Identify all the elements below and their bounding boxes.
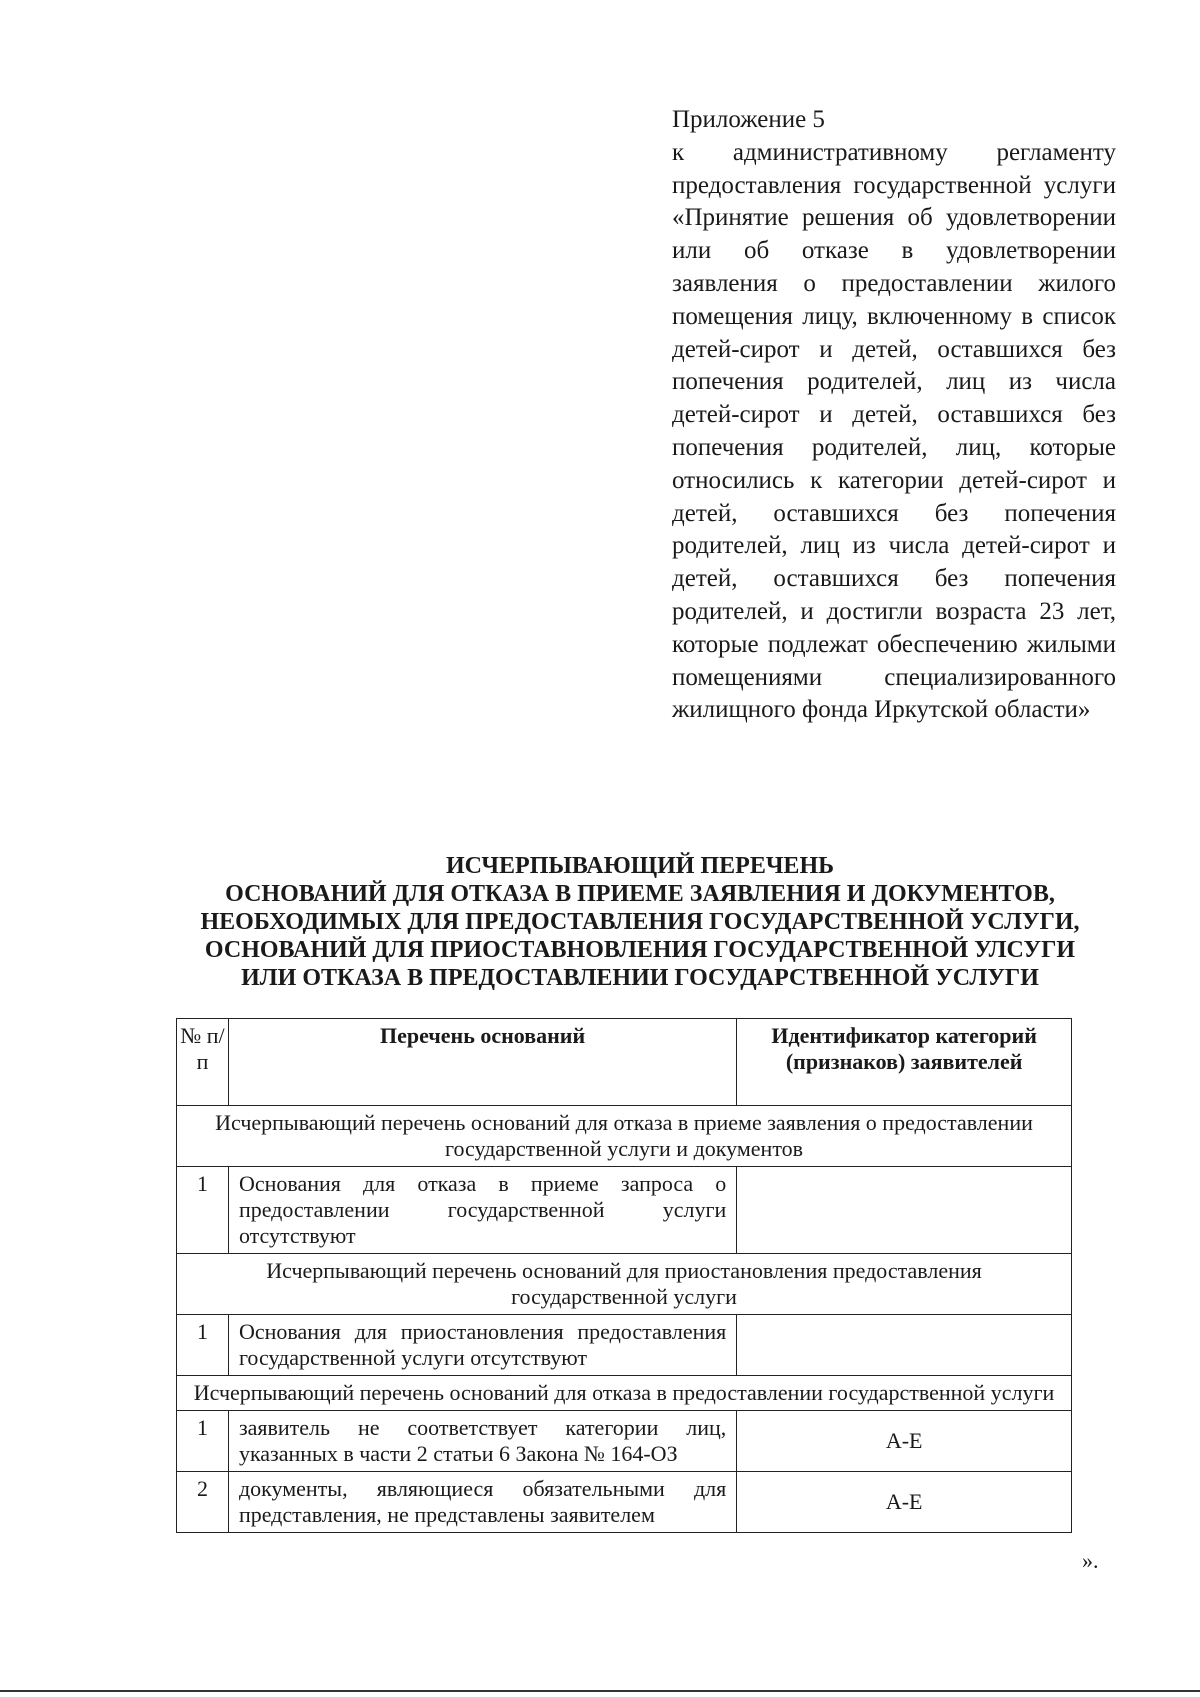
section-row [177, 1106, 1072, 1167]
header-reasons: Перечень оснований [228, 1019, 736, 1106]
appendix-text: к административному регламенту предоставления государственной услуги «Принятие решения об удовлетворении или об отказе в удовлетворении заявления о предоставлении жилого помещения лицу, включенному в список детей-сирот и детей, оставшихся без попечения родителей, лиц из числа детей-сирот и детей, оставшихся без попечения родителей, лиц, которые относились к категории детей-сирот и детей, оставшихся без попечения родителей, лиц из числа детей-сирот и детей, оставшихся без попечения родителей, и достигли возраста 23 лет, которые подлежат обеспечению жилыми помещениями специализированного жилищного фонда Иркутской области» [672, 138, 1116, 724]
row-identifier [737, 1315, 1072, 1376]
table-row [177, 1411, 1072, 1472]
title-line: ИЛИ ОТКАЗА В ПРЕДОСТАВЛЕНИИ ГОСУДАРСТВЕННОЙ УСЛУГИ [241, 965, 1039, 991]
closing-quote-mark: ». [1082, 1548, 1099, 1573]
title-line: ОСНОВАНИЙ ДЛЯ ПРИОСТАВНОВЛЕНИЯ ГОСУДАРСТВЕННОЙ УЛСУГИ [204, 937, 1076, 963]
appendix-block [672, 104, 1116, 727]
row-reason: Основания для отказа в приеме запроса о предоставлении государственной услуги отсутствуют [228, 1167, 736, 1254]
bottom-scan-edge [0, 1690, 1200, 1692]
title-line: ИСЧЕРПЫВАЮЩИЙ ПЕРЕЧЕНЬ [446, 853, 834, 879]
table-row [177, 1472, 1072, 1533]
grounds-table [176, 1018, 1072, 1533]
section-title: Исчерпывающий перечень оснований для отказа в предоставлении государственной услуги [177, 1376, 1072, 1411]
row-identifier: А-Е [737, 1411, 1072, 1472]
header-identifier: Идентификатор категорий (признаков) заявителей [737, 1019, 1072, 1106]
title-line: ОСНОВАНИЙ ДЛЯ ОТКАЗА В ПРИЕМЕ ЗАЯВЛЕНИЯ И ДОКУМЕНТОВ, [225, 881, 1055, 907]
row-reason: заявитель не соответствует категории лиц, указанных в части 2 статьи 6 Закона № 164-ОЗ [228, 1411, 736, 1472]
row-num: 1 [177, 1411, 229, 1472]
section-title: Исчерпывающий перечень оснований для отказа в приеме заявления о предоставлении государственной услуги и документов [177, 1106, 1072, 1167]
row-reason: документы, являющиеся обязательными для представления, не представлены заявителем [228, 1472, 736, 1533]
table-row [177, 1167, 1072, 1254]
section-row [177, 1254, 1072, 1315]
row-identifier [737, 1167, 1072, 1254]
row-num: 1 [177, 1167, 229, 1254]
header-num: № п/п [177, 1019, 229, 1106]
table-header-row [177, 1019, 1072, 1106]
row-num: 1 [177, 1315, 229, 1376]
row-reason: Основания для приостановления предоставления государственной услуги отсутствуют [228, 1315, 736, 1376]
row-identifier: А-Е [737, 1472, 1072, 1533]
table-row [177, 1315, 1072, 1376]
row-num: 2 [177, 1472, 229, 1533]
document-title [170, 852, 1110, 992]
title-line: НЕОБХОДИМЫХ ДЛЯ ПРЕДОСТАВЛЕНИЯ ГОСУДАРСТВЕННОЙ УСЛУГИ, [200, 909, 1080, 935]
appendix-heading: Приложение 5 [672, 106, 825, 133]
section-row [177, 1376, 1072, 1411]
section-title: Исчерпывающий перечень оснований для приостановления предоставления государственной услуги [177, 1254, 1072, 1315]
